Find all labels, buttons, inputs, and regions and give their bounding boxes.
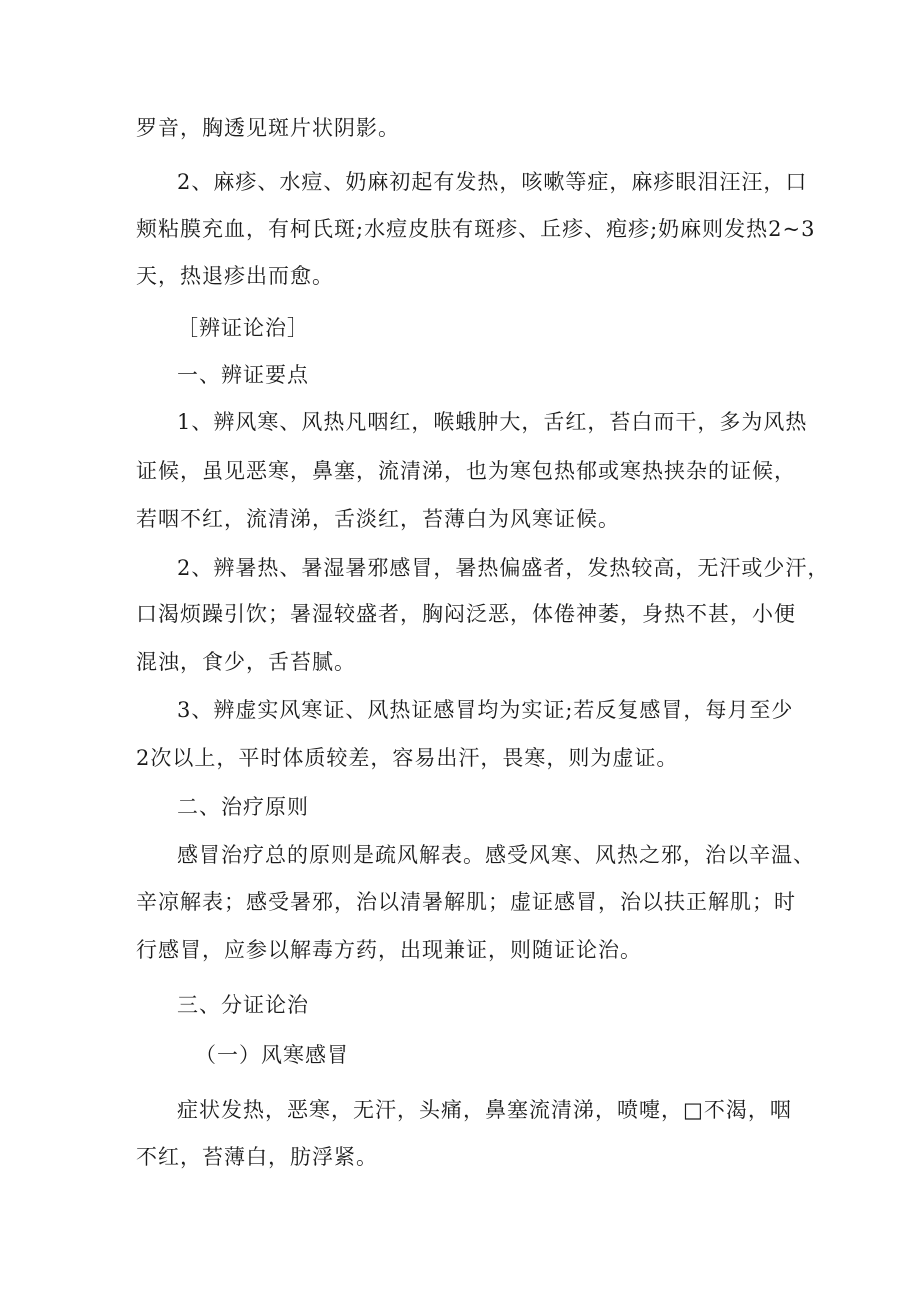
text-line: 混浊，食少，舌苔腻。 (136, 650, 356, 674)
section-heading: ［辨证论治］ (177, 316, 309, 340)
text-line: 2、麻疹、水痘、奶麻初起有发热，咳嗽等症，麻疹眼泪汪汪，口 (177, 170, 808, 194)
text-line: 辛凉解表；感受暑邪，治以清暑解肌；虚证感冒，治以扶正解肌；时 (136, 890, 796, 914)
sub-heading: （一）风寒感冒 (195, 1043, 349, 1067)
section-heading: 一、辨证要点 (177, 363, 309, 387)
text-line: 天，热退疹出而愈。 (136, 264, 334, 288)
section-heading: 三、分证论治 (177, 993, 309, 1017)
text-line: 若咽不红，流清涕，舌淡红，苔薄白为风寒证候。 (136, 507, 620, 531)
text-line: 行感冒，应参以解毒方药，出现兼证，则随证论治。 (136, 938, 642, 962)
section-heading: 二、治疗原则 (177, 795, 309, 819)
text-line: 1、辨风寒、风热凡咽红，喉蛾肿大，舌红，苔白而干，多为风热 (177, 410, 808, 434)
text-line: 2次以上，平时体质较差，容易出汗，畏寒，则为虚证。 (136, 746, 679, 770)
text-line: 感冒治疗总的原则是疏风解表。感受风寒、风热之邪，治以辛温、 (177, 843, 815, 867)
text-line: 不红，苔薄白，肪浮紧。 (136, 1145, 378, 1169)
text-line: 症状发热，恶寒，无汗，头痛，鼻塞流清涕，喷嚏，□不渴，咽 (177, 1098, 792, 1122)
text-line: 3、辨虚实风寒证、风热证感冒均为实证;若反复感冒，每月至少 (177, 698, 794, 722)
text-line: 颊粘膜充血，有柯氏斑;水痘皮肤有斑疹、丘疹、疱疹;奶麻则发热2~3 (136, 217, 816, 241)
text-line: 罗音，胸透见斑片状阴影。 (136, 116, 400, 140)
text-line: 2、辨暑热、暑湿暑邪感冒，暑热偏盛者，发热较高，无汗或少汗， (177, 556, 830, 580)
text-line: 证候，虽见恶寒，鼻塞，流清涕，也为寒包热郁或寒热挟杂的证候， (136, 459, 796, 483)
text-line: 口渴烦躁引饮；暑湿较盛者，胸闷泛恶，体倦神萎，身热不甚，小便 (136, 602, 796, 626)
